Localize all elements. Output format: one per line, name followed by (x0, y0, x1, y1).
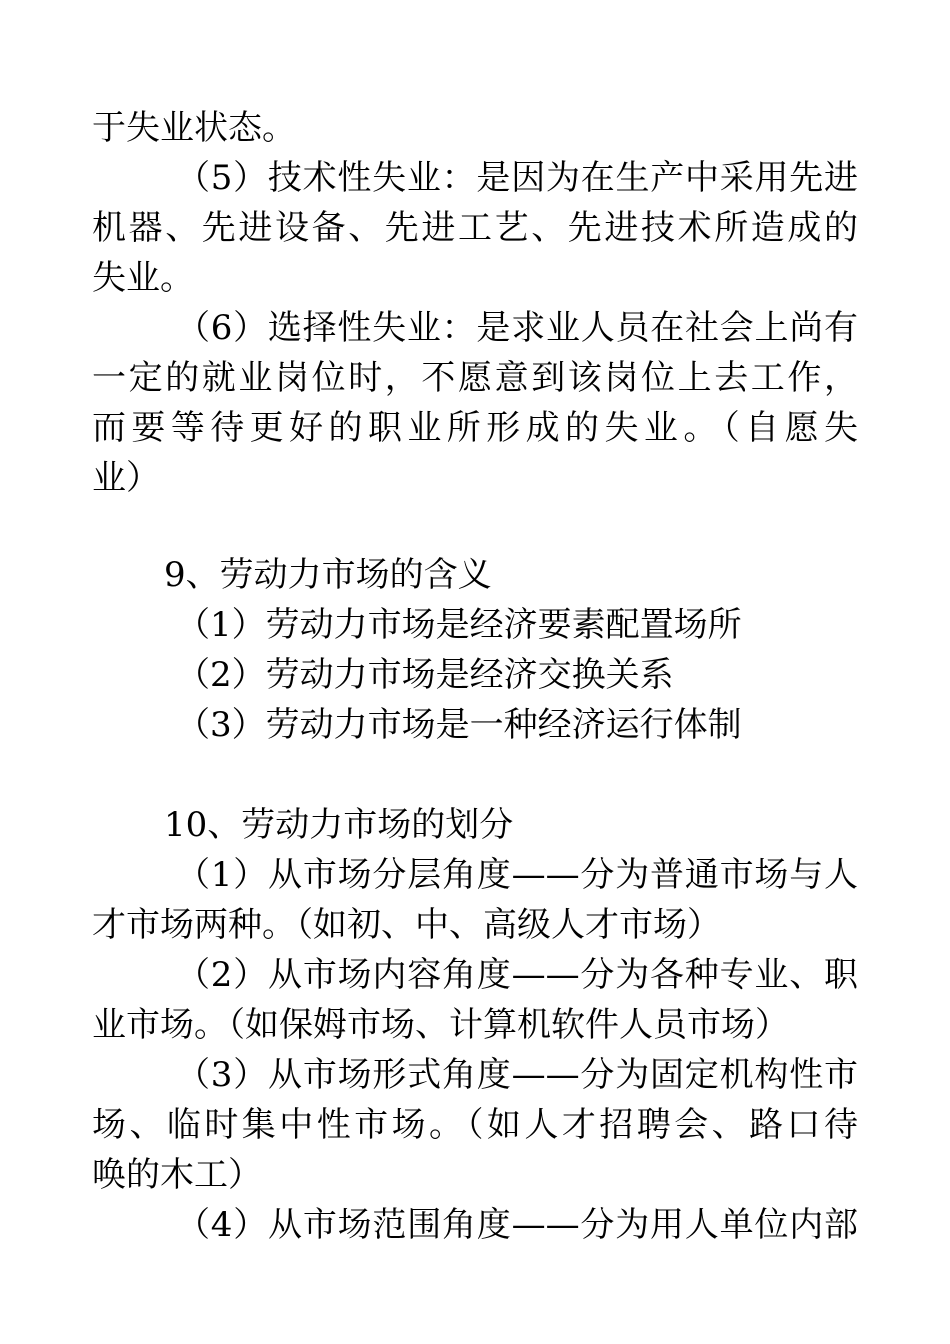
section-heading: 9、劳动力市场的含义 (164, 555, 492, 595)
paragraph-line: （3）从市场形式角度——分为固定机构性市 (176, 1055, 858, 1095)
list-item: （2）劳动力市场是经济交换关系 (176, 655, 674, 695)
list-item: （3）劳动力市场是一种经济运行体制 (176, 705, 742, 745)
paragraph-line: 唤的木工） (92, 1155, 262, 1195)
paragraph-line: 于失业状态。 (92, 108, 296, 148)
paragraph-line: 而要等待更好的职业所形成的失业。（自愿失 (92, 408, 858, 448)
paragraph-line: （6）选择性失业：是求业人员在社会上尚有 (176, 308, 858, 348)
section-heading: 10、劳动力市场的划分 (164, 805, 514, 845)
paragraph-line: （5）技术性失业：是因为在生产中采用先进 (176, 158, 858, 198)
list-item: （1）劳动力市场是经济要素配置场所 (176, 605, 742, 645)
paragraph-line: 业） (92, 458, 160, 498)
paragraph-line: 场、临时集中性市场。（如人才招聘会、路口待 (92, 1105, 858, 1145)
paragraph-line: 失业。 (92, 258, 194, 298)
paragraph-line: （2）从市场内容角度——分为各种专业、职 (176, 955, 858, 995)
paragraph-line: 机器、先进设备、先进工艺、先进技术所造成的 (92, 208, 858, 248)
paragraph-line: 一定的就业岗位时，不愿意到该岗位上去工作， (92, 358, 858, 398)
paragraph-line: （1）从市场分层角度——分为普通市场与人 (176, 855, 858, 895)
paragraph-line: （4）从市场范围角度——分为用人单位内部 (176, 1205, 858, 1245)
paragraph-line: 业市场。（如保姆市场、计算机软件人员市场） (92, 1005, 789, 1045)
paragraph-line: 才市场两种。（如初、中、高级人才市场） (92, 905, 721, 945)
